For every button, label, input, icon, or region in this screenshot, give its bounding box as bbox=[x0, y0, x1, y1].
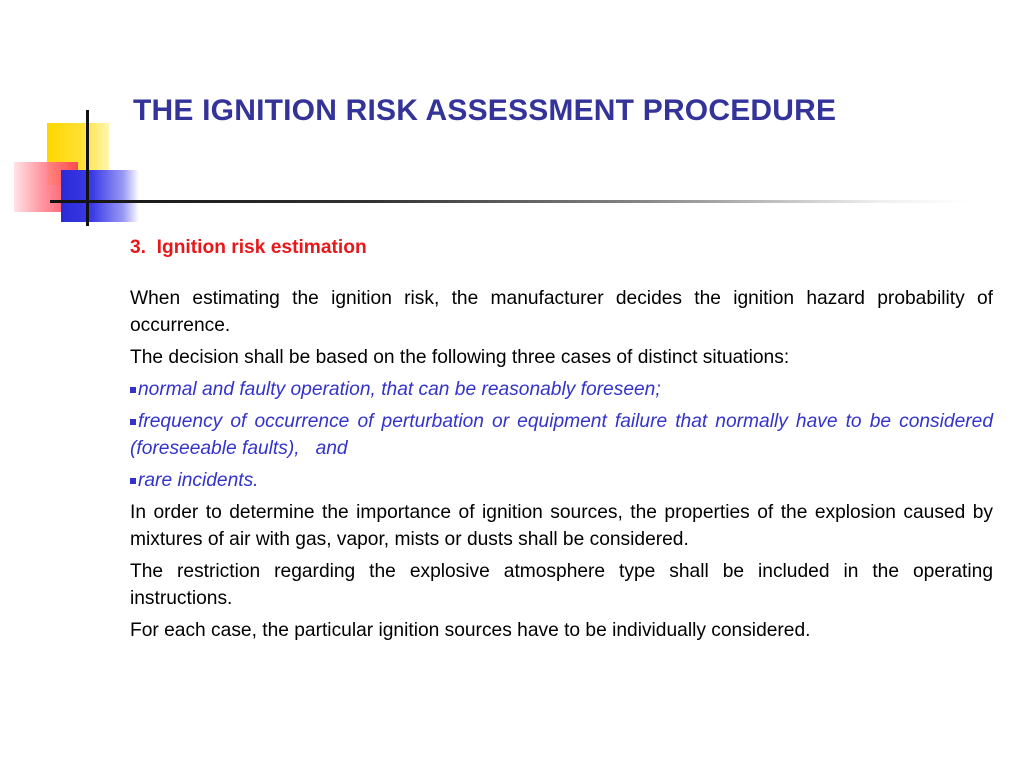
square-bullet-icon bbox=[130, 387, 136, 393]
slide-title: THE IGNITION RISK ASSESSMENT PROCEDURE bbox=[133, 94, 837, 127]
paragraph-estimating: When estimating the ignition risk, the manufacturer decides the ignition hazard probability of occurrence. bbox=[130, 288, 993, 336]
slide-body bbox=[130, 234, 999, 649]
bullet-item-text: rare incidents. bbox=[138, 470, 259, 491]
logo-vertical-line bbox=[86, 110, 89, 226]
paragraph-importance: In order to determine the importance of ignition sources, the properties of the explosion caused by mixtures of air with gas, vapor, mists or dusts shall be considered. bbox=[130, 502, 993, 550]
bullet-item bbox=[130, 467, 993, 494]
paragraph-each-case: For each case, the particular ignition sources have to be individually considered. bbox=[130, 620, 811, 641]
bullet-item-text: normal and faulty operation, that can be reasonably foreseen; bbox=[138, 379, 661, 400]
section-heading: 3. Ignition risk estimation bbox=[130, 237, 367, 258]
square-bullet-icon bbox=[130, 419, 136, 425]
title-underline-divider bbox=[50, 200, 970, 203]
paragraph-restriction: The restriction regarding the explosive atmosphere type shall be included in the operating instructions. bbox=[130, 561, 993, 609]
bullet-item bbox=[130, 376, 993, 403]
square-bullet-icon bbox=[130, 478, 136, 484]
logo-blue-square bbox=[61, 170, 139, 222]
bullet-item bbox=[130, 408, 999, 462]
paragraph-decision: The decision shall be based on the following three cases of distinct situations: bbox=[130, 347, 790, 368]
bullet-item-text: frequency of occurrence of perturbation or equipment failure that normally have to be considered (foreseeable faults), and bbox=[130, 411, 999, 459]
